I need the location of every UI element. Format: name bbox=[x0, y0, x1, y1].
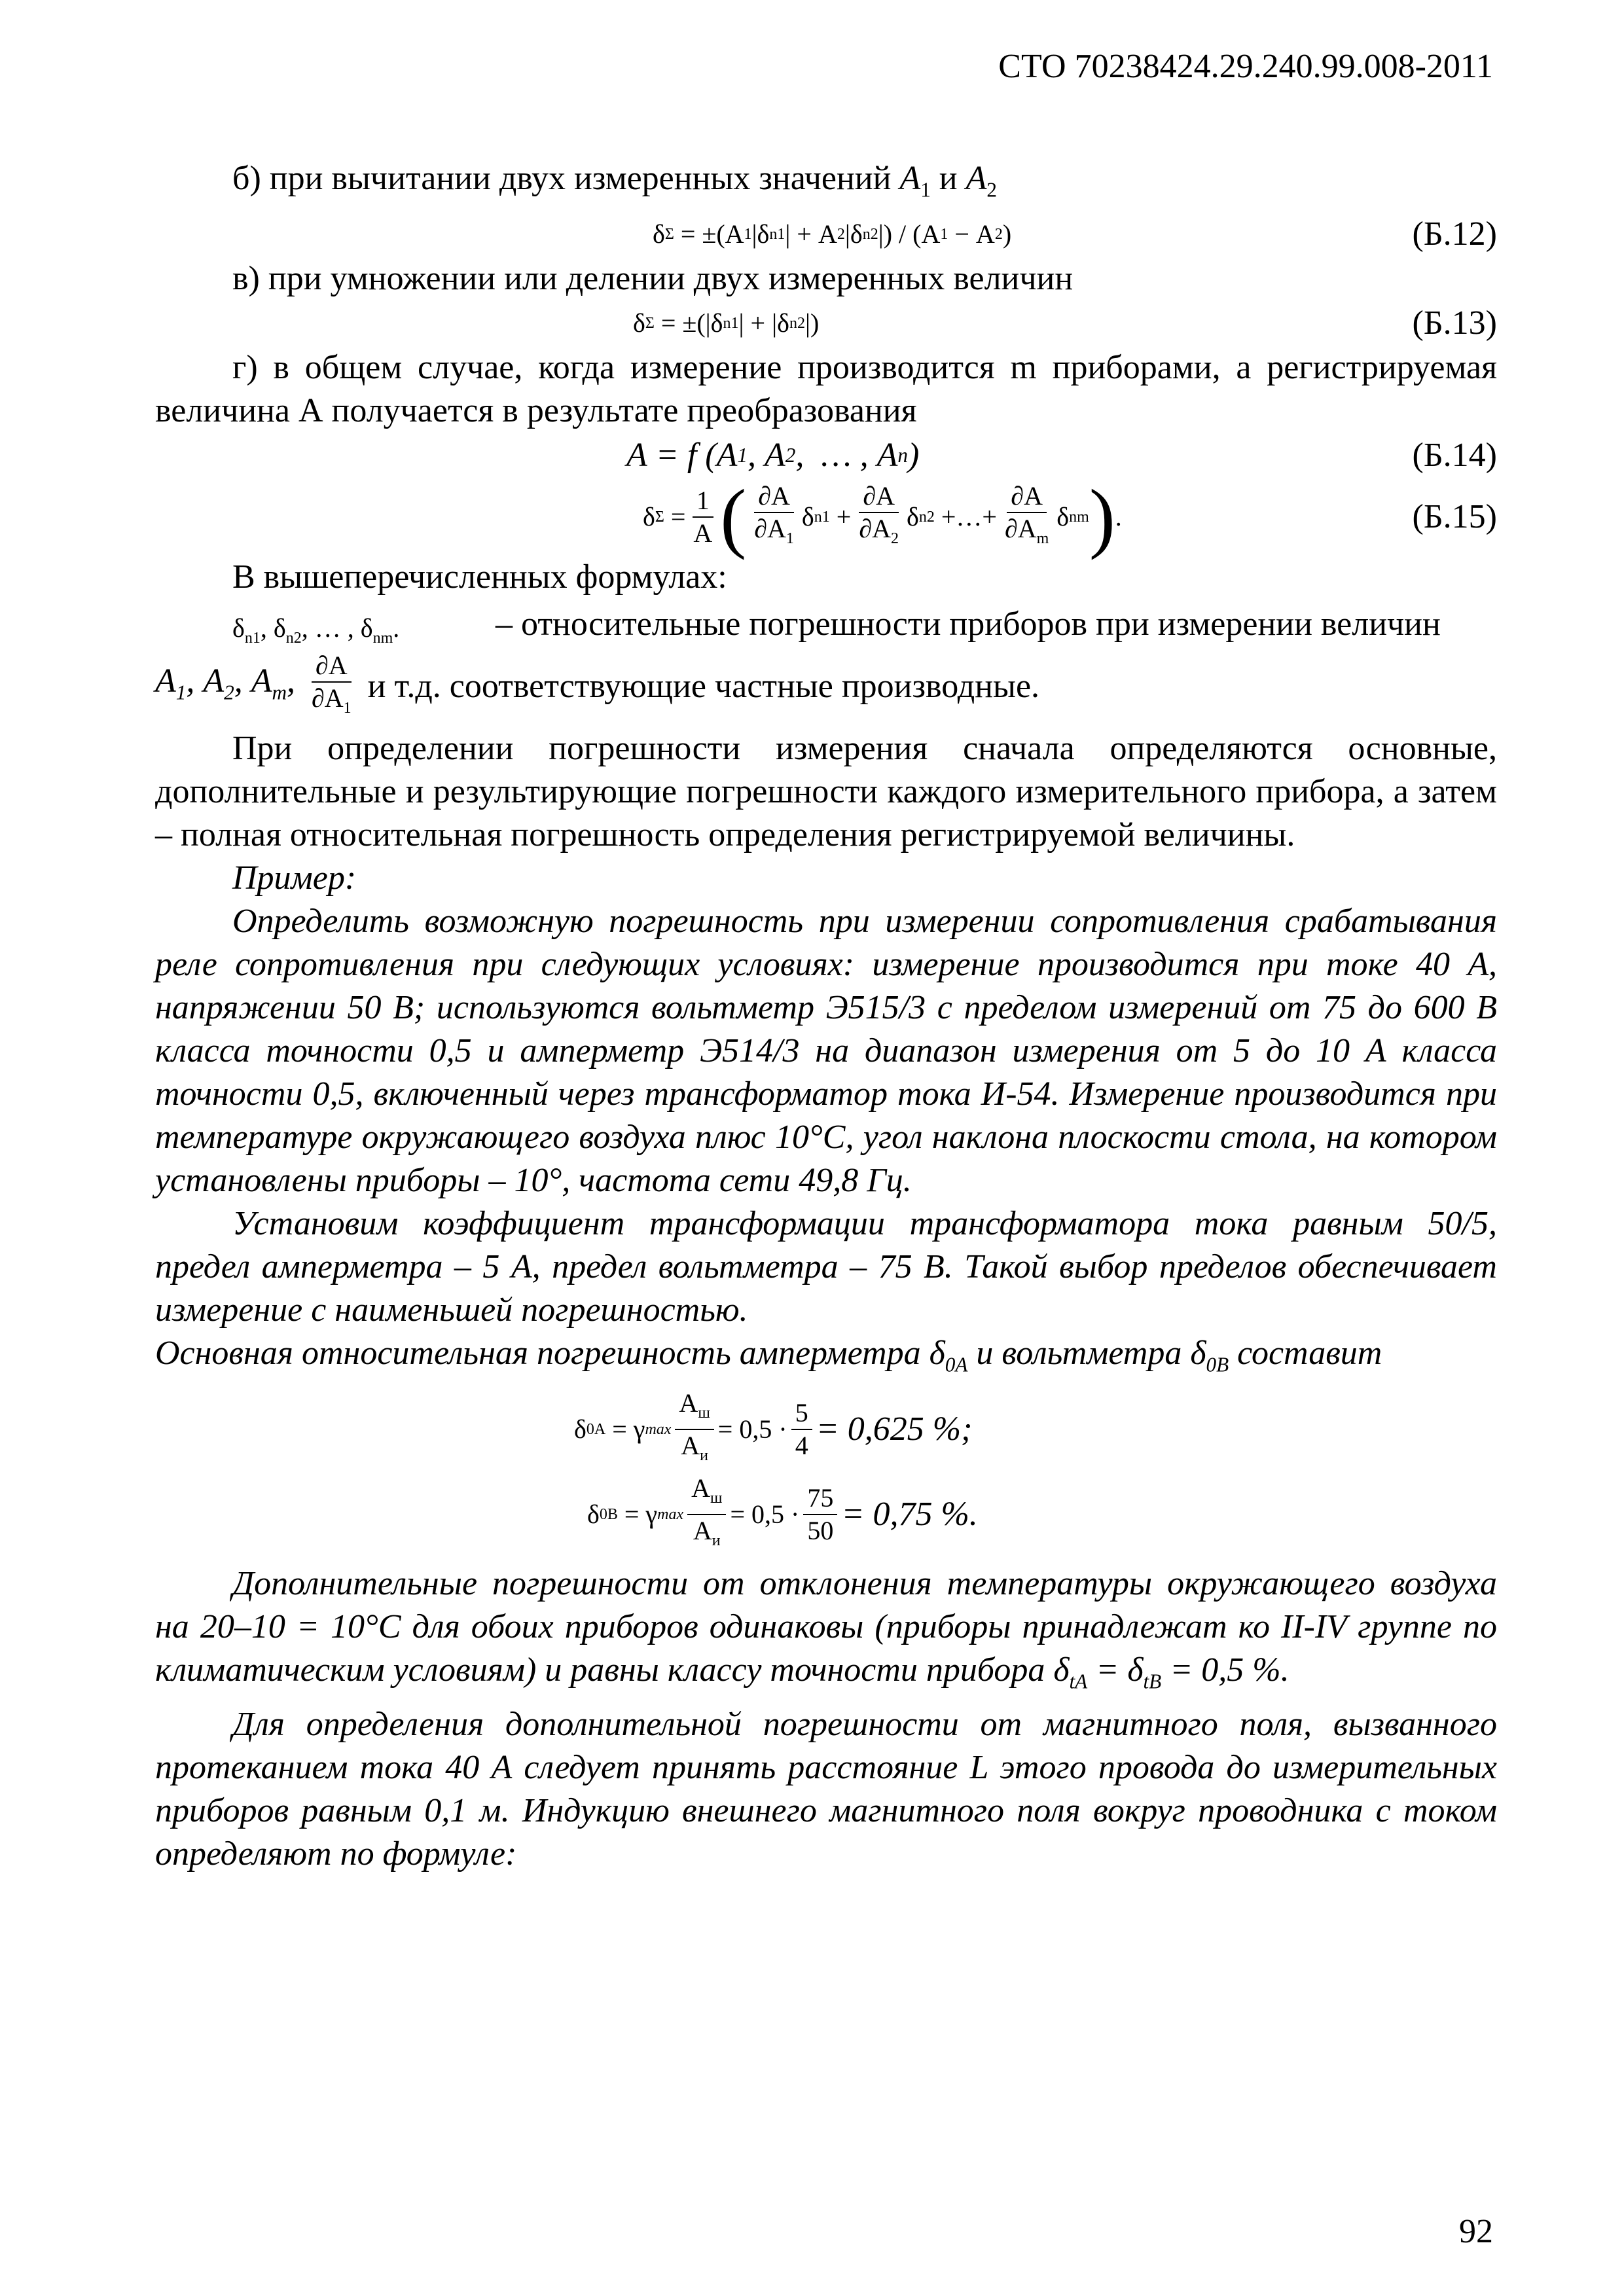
result-0b: = 0,75 %. bbox=[841, 1495, 978, 1533]
example-title: Пример: bbox=[232, 859, 357, 897]
definition-deltas bbox=[155, 599, 1497, 651]
equation-delta-0a bbox=[155, 1387, 1497, 1472]
example-paragraph-2: Установим коэффициент трансформации трансформатора тока равным 50/5, предел амперметра – 5 А, предел вольтметра – 75 В. Такой выбор пределов обеспечивает измерение с наименьшей погрешностью. bbox=[155, 1205, 1497, 1329]
definition-tail: и т.д. соответствующие частные производные. bbox=[367, 668, 1040, 706]
equation-delta-0b-body: δ 0B = γ max $A_ш$ $A_и$ = 0,5 · $\frac{75}{50}$ = 0,75 %. bbox=[587, 1473, 978, 1549]
document-code-header: СТО 70238424.29.240.99.008-2011 bbox=[998, 48, 1493, 85]
equation-number: (Б.14) bbox=[1412, 437, 1497, 475]
definition-text: – относительные погрешности приборов при измерении величин bbox=[496, 605, 1441, 643]
equation-b14-body: A = f (A 1 , A 2 , … , A n ) bbox=[626, 437, 920, 475]
result-0a: = 0,625 %; bbox=[816, 1410, 973, 1448]
equation-b15-body: δ Σ = 1 A ( ∂A $\partial A_1$ δ n1 + ∂A $\partial A_2$ δ n2 +…+ ∂A $\partial A_m$ δ nm ) . bbox=[643, 473, 1122, 561]
paragraph-main: При определении погрешности измерения сначала определяются основные, дополнительные и результирующие погрешности каждого измерительного прибора, а затем – полная относительная погрешность определения регистрируемой величины. bbox=[155, 730, 1497, 854]
example-paragraph-5: Для определения дополнительной погрешности от магнитного поля, вызванного протеканием тока 40 А следует принять расстояние L этого провода до измерительных приборов равным 0,1 м. Индукцию внешнего магнитного поля вокруг проводника с током определяют по формуле: bbox=[155, 1706, 1497, 1873]
formula-list-intro: В вышеперечисленных формулах: bbox=[232, 558, 727, 596]
equation-b15 bbox=[155, 473, 1497, 561]
definition-vars: $A_1$, $A_2$, $A_m$, ∂A $\partial A_1$ и т.д. соответствующие частные производные. bbox=[155, 650, 1040, 717]
equation-number: (Б.13) bbox=[1412, 304, 1497, 342]
item-b-text: б) при вычитании двух измеренных значений bbox=[232, 160, 900, 197]
item-g-intro: г) в общем случае, когда измерение производится m приборами, а регистрируемая величина А получается в результате преобразования bbox=[155, 349, 1497, 430]
item-b-intro: б) при вычитании двух измеренных значений $A_1$ и $A_2$ bbox=[232, 160, 997, 202]
equation-delta-0a-body: δ 0A = γ max $A_ш$ $A_и$ = 0,5 · $\frac{5}{4}$ = 0,625 %; bbox=[574, 1388, 973, 1464]
equation-number: (Б.12) bbox=[1412, 215, 1497, 253]
equation-number: (Б.15) bbox=[1412, 498, 1497, 536]
delta-list: $\delta_{n1}$, $\delta_{n2}$, … , $\delta_{nm}$. bbox=[232, 613, 400, 647]
equation-delta-0b bbox=[155, 1472, 1497, 1557]
page-number: 92 bbox=[1459, 2213, 1493, 2250]
equation-b13-body: δ Σ = ±(|δ n1 | + |δ n2 |) bbox=[633, 308, 820, 338]
item-v-intro: в) при умножении или делении двух измеренных величин bbox=[232, 260, 1074, 298]
equation-b12 bbox=[155, 211, 1497, 257]
equation-b13 bbox=[155, 300, 1497, 346]
page-body bbox=[155, 157, 1497, 1876]
example-paragraph-1: Определить возможную погрешность при измерении сопротивления срабатывания реле сопротивления при следующих условиях: измерение производится при токе 40 А, напряжении 50 В; используются вольтметр Э515/3 с пределом измерений от 75 до 600 В класса точности 0,5 и амперметр Э514/3 на диапазон измерения от 5 до 10 А класса точности 0,5, включенный через трансформатор тока И-54. Измерение производится при температуре окружающего воздуха плюс 10°С, угол наклона плоскости стола, на котором установлены приборы – 10°, частота сети 49,8 Гц. bbox=[155, 903, 1497, 1200]
example-paragraph-3: Основная относительная погрешность амперметра $\delta_{0A}$ и вольтметра $\delta_{0B}$ составит bbox=[155, 1335, 1382, 1376]
equation-b14 bbox=[155, 433, 1497, 478]
example-paragraph-4: Дополнительные погрешности от отклонения температуры окружающего воздуха на 20–10 = 10°С для обоих приборов одинаковы (приборы принадлежат ко II-IV группе по климатическим условиям) и равны классу точности прибора $\delta_{tA} = \delta_{tB} = 0,5$ %. bbox=[155, 1564, 1497, 1693]
equation-b12-body: δ Σ = ±(A 1 |δ n1 | + A 2 |δ n2 |) / (A 1 − A 2 ) bbox=[653, 219, 1012, 249]
